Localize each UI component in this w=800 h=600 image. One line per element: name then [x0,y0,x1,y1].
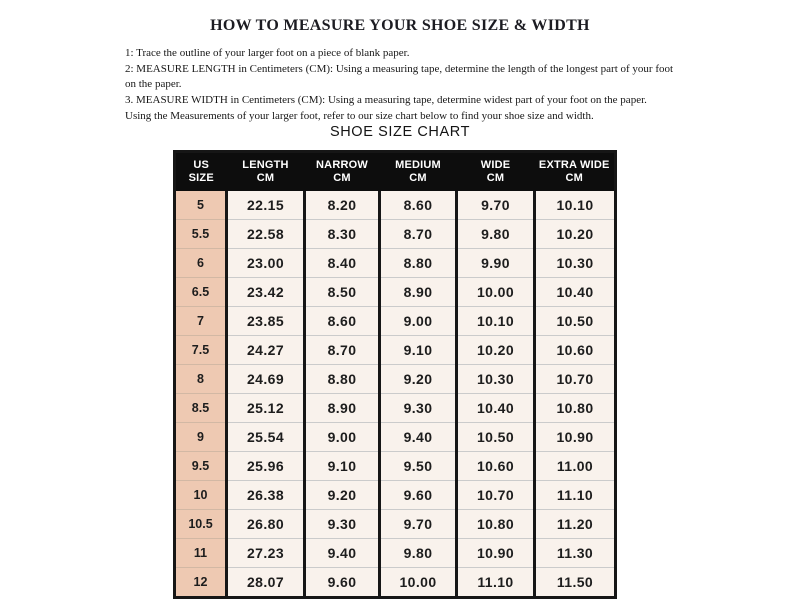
value-cell: 23.00 [227,249,305,278]
instructions-list [125,46,725,125]
row-size-cell: 10 [175,481,227,510]
value-cell: 10.40 [457,394,535,423]
table-header-row [175,152,616,192]
column-header-label: MEDIUM [395,159,441,171]
value-cell: 25.96 [227,452,305,481]
value-cell: 10.10 [535,191,616,220]
value-cell: 10.70 [457,481,535,510]
value-cell: 10.50 [535,307,616,336]
value-cell: 9.90 [457,249,535,278]
table-row [175,278,616,307]
table-row [175,568,616,598]
value-cell: 8.80 [305,365,380,394]
column-header-unit: CM [409,172,427,184]
value-cell: 9.20 [380,365,457,394]
column-header-unit: CM [333,172,351,184]
value-cell: 9.70 [457,191,535,220]
value-cell: 24.27 [227,336,305,365]
table-row [175,249,616,278]
column-header [535,152,616,192]
value-cell: 9.30 [305,510,380,539]
chart-subtitle: SHOE SIZE CHART [329,124,471,140]
value-cell: 10.60 [457,452,535,481]
table-body [175,191,616,598]
row-size-cell: 6.5 [175,278,227,307]
row-size-cell: 11 [175,539,227,568]
page-title: HOW TO MEASURE YOUR SHOE SIZE & WIDTH [210,17,590,34]
instruction-line: on the paper. [125,78,182,91]
value-cell: 9.30 [380,394,457,423]
row-size-cell: 8.5 [175,394,227,423]
value-cell: 28.07 [227,568,305,598]
row-size-cell: 7 [175,307,227,336]
table-row [175,191,616,220]
column-header-label: WIDE [480,159,511,171]
table-row [175,307,616,336]
value-cell: 10.80 [457,510,535,539]
value-cell: 10.30 [457,365,535,394]
value-cell: 10.70 [535,365,616,394]
value-cell: 9.00 [305,423,380,452]
row-size-cell: 10.5 [175,510,227,539]
value-cell: 11.10 [535,481,616,510]
value-cell: 8.90 [305,394,380,423]
table-row [175,336,616,365]
value-cell: 8.80 [380,249,457,278]
value-cell: 27.23 [227,539,305,568]
value-cell: 10.20 [457,336,535,365]
value-cell: 23.42 [227,278,305,307]
value-cell: 8.70 [305,336,380,365]
value-cell: 9.00 [380,307,457,336]
value-cell: 10.10 [457,307,535,336]
table-row [175,510,616,539]
value-cell: 10.00 [457,278,535,307]
table-row [175,452,616,481]
value-cell: 9.40 [380,423,457,452]
size-chart-container [173,150,617,599]
value-cell: 23.85 [227,307,305,336]
table-row [175,539,616,568]
row-size-cell: 6 [175,249,227,278]
row-size-cell: 5 [175,191,227,220]
size-chart-table [173,150,617,599]
value-cell: 11.20 [535,510,616,539]
instruction-line: Using the Measurements of your larger foot, refer to our size chart below to find your shoe size and width. [125,109,594,122]
column-header-label: US [193,159,210,171]
column-header [457,152,535,192]
column-header-unit: CM [565,172,583,184]
value-cell: 9.20 [305,481,380,510]
value-cell: 24.69 [227,365,305,394]
row-size-cell: 7.5 [175,336,227,365]
column-header-label: NARROW [316,159,368,171]
table-head [175,152,616,192]
table-row [175,365,616,394]
value-cell: 10.50 [457,423,535,452]
value-cell: 9.60 [380,481,457,510]
instruction-line: 3. MEASURE WIDTH in Centimeters (CM): Using a measuring tape, determine widest part of your foot on the paper. [125,94,647,107]
value-cell: 8.40 [305,249,380,278]
row-size-cell: 9.5 [175,452,227,481]
table-row [175,423,616,452]
value-cell: 10.90 [457,539,535,568]
value-cell: 8.60 [380,191,457,220]
row-size-cell: 8 [175,365,227,394]
value-cell: 9.50 [380,452,457,481]
value-cell: 8.30 [305,220,380,249]
table-row [175,220,616,249]
value-cell: 11.10 [457,568,535,598]
column-header [305,152,380,192]
value-cell: 10.90 [535,423,616,452]
row-size-cell: 5.5 [175,220,227,249]
value-cell: 10.20 [535,220,616,249]
column-header-label: EXTRA WIDE [538,159,610,171]
value-cell: 10.80 [535,394,616,423]
value-cell: 26.80 [227,510,305,539]
column-header-unit: CM [486,172,505,184]
value-cell: 25.12 [227,394,305,423]
value-cell: 10.40 [535,278,616,307]
table-row [175,394,616,423]
column-header-unit: CM [256,172,275,184]
value-cell: 22.15 [227,191,305,220]
instruction-line: 2: MEASURE LENGTH in Centimeters (CM): Using a measuring tape, determine the length of the longest part of your foot [125,62,674,75]
value-cell: 8.60 [305,307,380,336]
value-cell: 10.00 [380,568,457,598]
column-header-unit: SIZE [188,172,214,184]
value-cell: 9.80 [380,539,457,568]
value-cell: 25.54 [227,423,305,452]
column-header-label: LENGTH [242,159,289,171]
value-cell: 11.30 [535,539,616,568]
value-cell: 10.60 [535,336,616,365]
value-cell: 9.40 [305,539,380,568]
row-size-cell: 9 [175,423,227,452]
column-header [175,152,227,192]
value-cell: 11.00 [535,452,616,481]
value-cell: 8.50 [305,278,380,307]
value-cell: 9.10 [380,336,457,365]
value-cell: 8.70 [380,220,457,249]
row-size-cell: 12 [175,568,227,598]
value-cell: 22.58 [227,220,305,249]
column-header [227,152,305,192]
value-cell: 9.70 [380,510,457,539]
value-cell: 10.30 [535,249,616,278]
value-cell: 9.60 [305,568,380,598]
value-cell: 26.38 [227,481,305,510]
instruction-line: 1: Trace the outline of your larger foot on a piece of blank paper. [125,47,410,59]
value-cell: 11.50 [535,568,616,598]
value-cell: 8.90 [380,278,457,307]
value-cell: 8.20 [305,191,380,220]
value-cell: 9.10 [305,452,380,481]
value-cell: 9.80 [457,220,535,249]
column-header [380,152,457,192]
table-row [175,481,616,510]
